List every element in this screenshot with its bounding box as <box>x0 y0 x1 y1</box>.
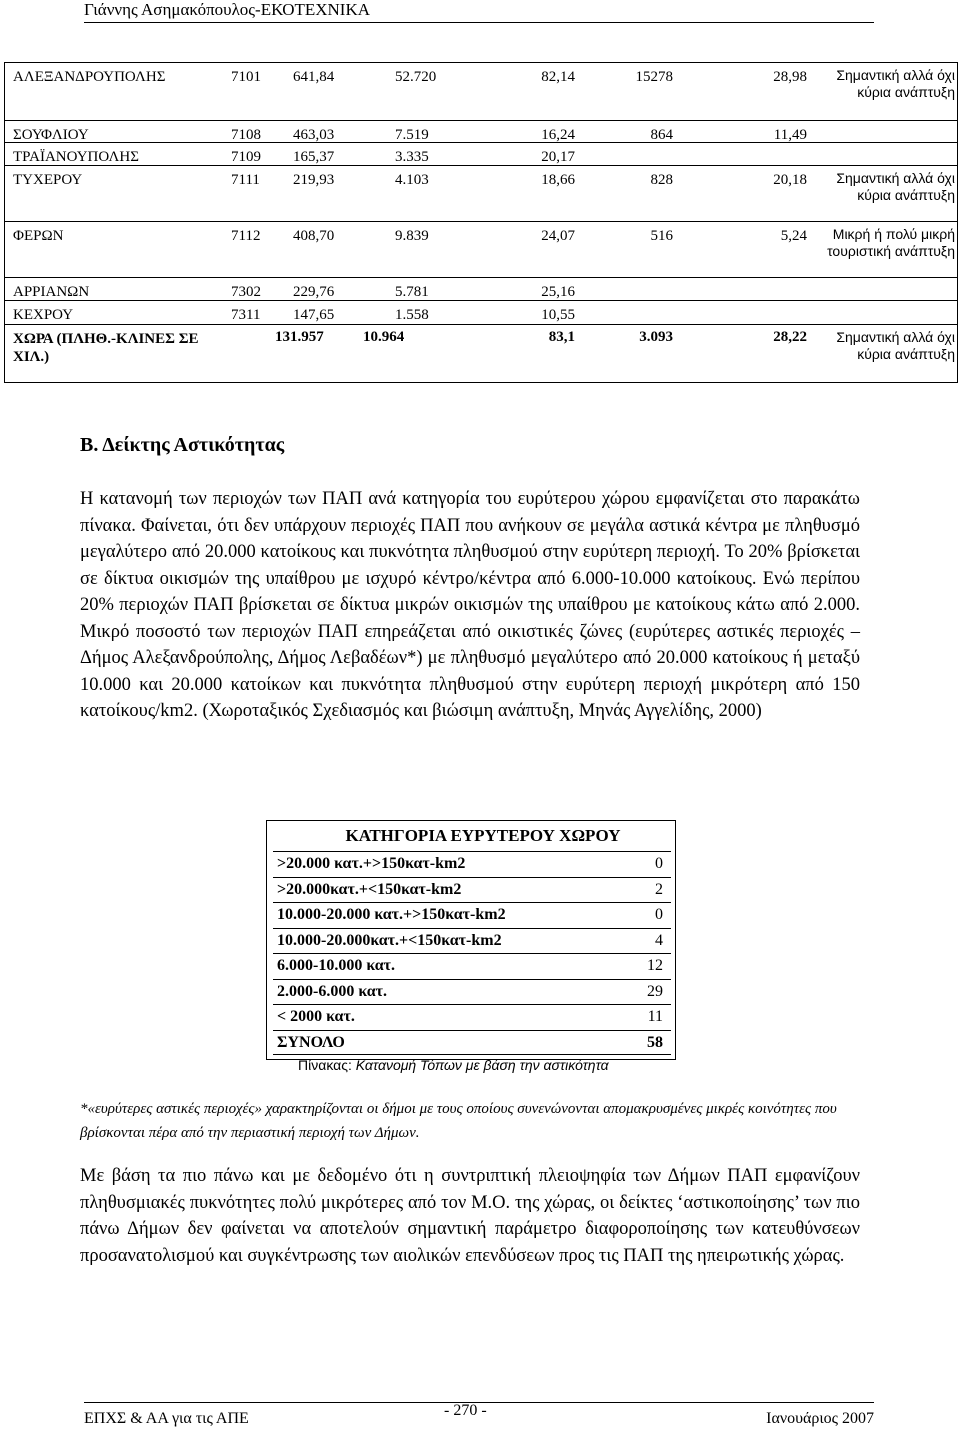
section-title: Β. Δείκτης Αστικότητας <box>80 434 285 456</box>
category-count: 29 <box>647 982 663 1000</box>
category-label: 10.000-20.000κατ.+<150κατ-km2 <box>277 931 502 949</box>
area-value: 147,65 <box>293 307 335 323</box>
density-value: 10,55 <box>541 307 575 323</box>
urbanity-paragraph: Η κατανομή των περιοχών των ΠΑΠ ανά κατηγορία του ευρύτερου χώρου εμφανίζεται στο παρακάτω πίνακα. Φαίνεται, ότι δεν υπάρχουν περιοχές ΠΑΠ που ανήκουν σε μεγάλα αστικά κέντρα με πληθυσμό μεγαλύτερο από 20.000 κατοίκους και πυκνότητα πληθυσμού στην ευρύτερη περιοχή. Το 20% βρίσκεται σε δίκτυα οικισμών της υπαίθρου με ισχυρό κέντρο/κέντρα από 6.000-10.000 κατοίκους. Ενώ περίπου 20% περιοχών ΠΑΠ βρίσκεται σε δίκτυα μικρών οικισμών της υπαίθρου με κατοίκους κάτω από 2.000. Μικρό ποσοστό των περιοχών ΠΑΠ επηρεάζεται από οικιστικές ζώνες (ευρύτερες αστικές περιοχές –Δήμος Αλεξανδρούπολης, Δήμος Λεβαδέων*) με πληθυσμό μεγαλύτερο από 20.000 κατοίκους ή μεταξύ 10.000 και 20.000 κατοίκων και πυκνότητα πληθυσμού στην ευρύτερη περιοχή μικρότερη από 150 κατοίκους/km2. (Χωροταξικός Σχεδιασμός και βιώσιμη ανάπτυξη, Μηνάς Αγγελίδης, 2000) <box>80 489 860 721</box>
development-note: Σημαντική αλλά όχι κύρια ανάπτυξη <box>836 170 955 203</box>
ratio-value: 20,18 <box>773 172 807 188</box>
municipality-code: 7101 <box>231 69 261 85</box>
table-row <box>5 222 957 278</box>
category-row <box>273 1004 671 1030</box>
table-row <box>5 121 957 143</box>
beds-value: 864 <box>650 127 673 143</box>
municipality-code: 7311 <box>231 307 261 323</box>
category-label: 6.000-10.000 κατ. <box>277 957 396 974</box>
category-count: 58 <box>647 1033 663 1051</box>
population-value: 7.519 <box>395 127 429 143</box>
area-value: 219,93 <box>293 172 335 188</box>
municipality-code: 7111 <box>231 172 260 188</box>
category-count: 11 <box>647 1008 663 1025</box>
municipality-code: 7302 <box>231 284 261 300</box>
municipality-name: ΤΡΑΪΑΝΟΥΠΟΛΗΣ <box>13 149 139 165</box>
population-value: 10.964 <box>363 329 405 345</box>
area-value: 165,37 <box>293 149 335 165</box>
development-note: Σημαντική αλλά όχι κύρια ανάπτυξη <box>836 67 955 100</box>
footer-date: Ιανουάριος 2007 <box>766 1410 874 1427</box>
municipality-name: ΑΡΡΙΑΝΩΝ <box>13 284 90 300</box>
beds-value: 828 <box>650 172 673 188</box>
beds-value: 15278 <box>635 69 673 85</box>
development-note: Σημαντική αλλά όχι κύρια ανάπτυξη <box>836 329 955 362</box>
development-note: Μικρή ή πολύ μικρή τουριστική ανάπτυξη <box>827 226 955 259</box>
municipality-name: ΤΥΧΕΡΟΥ <box>13 172 83 188</box>
density-value: 82,14 <box>541 69 575 85</box>
category-count: 2 <box>655 880 663 898</box>
area-value: 463,03 <box>293 127 335 143</box>
category-label: >20.000 κατ.+>150κατ-km2 <box>277 855 466 872</box>
category-row <box>273 953 671 979</box>
municipality-code: 7109 <box>231 149 261 165</box>
category-row <box>273 928 671 954</box>
category-label: < 2000 κατ. <box>277 1008 355 1025</box>
ratio-value: 11,49 <box>773 127 807 143</box>
beds-value: 3.093 <box>639 329 673 345</box>
category-count: 0 <box>655 855 663 872</box>
category-row <box>273 877 671 903</box>
caption-text: Κατανομή Τόπων με βάση την αστικότητα <box>355 1057 609 1073</box>
beds-value: 516 <box>650 228 673 244</box>
population-value: 3.335 <box>395 149 429 165</box>
density-value: 18,66 <box>541 172 575 188</box>
municipality-code: 7108 <box>231 127 261 143</box>
page-footer <box>84 1402 874 1427</box>
category-label: >20.000κατ.+<150κατ-km2 <box>277 880 462 898</box>
category-table <box>266 820 676 1060</box>
category-row <box>273 1030 671 1056</box>
category-count: 4 <box>655 931 663 949</box>
density-value: 16,24 <box>541 127 575 143</box>
density-value: 25,16 <box>541 284 575 300</box>
ratio-value: 5,24 <box>780 228 807 244</box>
category-count: 12 <box>647 957 663 974</box>
table-row <box>5 325 957 382</box>
area-value: 131.957 <box>275 329 324 345</box>
municipality-code: 7112 <box>231 228 261 244</box>
ratio-value: 28,98 <box>773 69 807 85</box>
table-row <box>5 63 957 121</box>
municipality-name: ΚΕΧΡΟΥ <box>13 307 74 323</box>
municipality-name: ΑΛΕΞΑΝΔΡΟΥΠΟΛΗΣ <box>13 69 166 85</box>
category-label: ΣΥΝΟΛΟ <box>277 1033 345 1051</box>
density-value: 20,17 <box>541 149 575 165</box>
area-value: 408,70 <box>293 228 335 244</box>
area-value: 229,76 <box>293 284 335 300</box>
category-label: 10.000-20.000 κατ.+>150κατ-km2 <box>277 906 506 923</box>
category-count: 0 <box>655 906 663 923</box>
page-number: - 270 - <box>444 1402 487 1419</box>
footer-left: ΕΠΧΣ & ΑΑ για τις ΑΠΕ <box>84 1410 249 1427</box>
area-value: 641,84 <box>293 69 335 85</box>
population-value: 52.720 <box>395 69 437 85</box>
category-table-header: ΚΑΤΗΓΟΡΙΑ ΕΥΡΥΤΕΡΟΥ ΧΩΡΟΥ <box>345 826 621 845</box>
table-row <box>5 166 957 222</box>
population-value: 4.103 <box>395 172 429 188</box>
category-row <box>273 902 671 928</box>
caption-prefix: Πίνακας: <box>298 1057 352 1073</box>
page-header <box>84 0 874 23</box>
conclusion-paragraph: Με βάση τα πιο πάνω και με δεδομένο ότι η συντριπτική πλειοψηφία των Δήμων ΠΑΠ εμφανίζουν πληθυσμιακές πυκνότητες πολύ μικρότερες από τον Μ.Ο. της χώρας, οι δείκτες ‘αστικοποίησης’ των πιο πάνω Δήμων δεν φαίνεται να αποτελούν σημαντική παράμετρο διαφοροποίησης των κατευθύνσεων προσανατολισμού και συγκέντρωσης των αιολικών επενδύσεων προς τις ΠΑΠ της ηπειρωτικής χώρας. <box>80 1166 860 1266</box>
footnote: *«ευρύτερες αστικές περιοχές» χαρακτηρίζονται οι δήμοι με τους οποίους συνενώνονται απομακρυσμένες μικρές κοινότητες που βρίσκονται πέρα από την περιαστική περιοχή των Δήμων. <box>80 1101 837 1141</box>
population-value: 9.839 <box>395 228 429 244</box>
category-label: 2.000-6.000 κατ. <box>277 982 388 1000</box>
municipality-name: ΧΩΡΑ (ΠΛΗΘ.-ΚΛΙΝΕΣ ΣΕ ΧΙΛ.) <box>13 331 199 365</box>
table-row <box>5 301 957 325</box>
category-row <box>273 851 671 877</box>
municipality-name: ΣΟΥΦΛΙΟΥ <box>13 127 89 143</box>
density-value: 83,1 <box>548 329 575 345</box>
municipality-name: ΦΕΡΩΝ <box>13 228 64 244</box>
population-value: 5.781 <box>395 284 429 300</box>
density-value: 24,07 <box>541 228 575 244</box>
population-value: 1.558 <box>395 307 429 323</box>
category-row <box>273 979 671 1005</box>
table-row <box>5 278 957 301</box>
ratio-value: 28,22 <box>773 329 807 345</box>
table-row <box>5 143 957 166</box>
municipality-table <box>4 62 958 383</box>
header-title: Γιάννης Ασημακόπουλος-ΕΚΟΤΕΧΝΙΚΑ <box>84 0 371 19</box>
table-caption <box>298 1056 609 1074</box>
